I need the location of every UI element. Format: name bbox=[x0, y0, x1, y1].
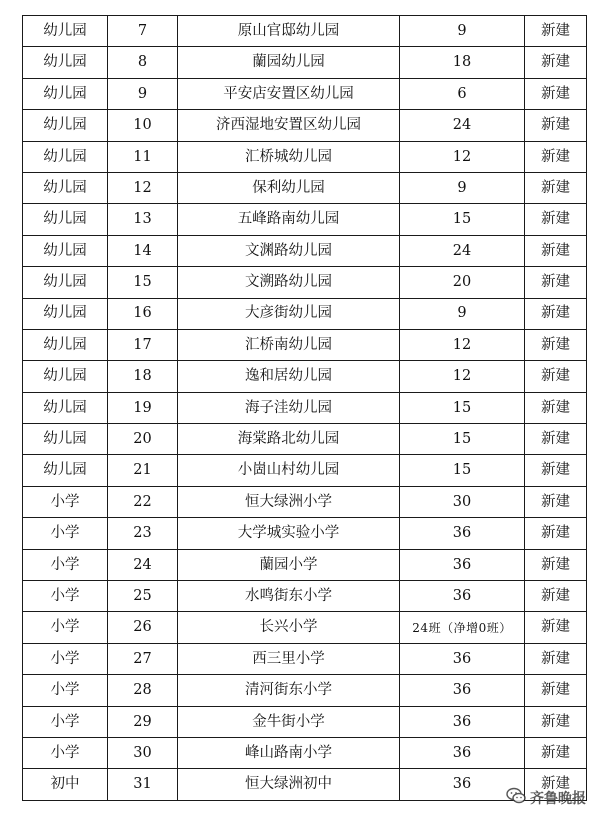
cell-number: 23 bbox=[108, 518, 178, 549]
cell-class-count: 36 bbox=[400, 549, 525, 580]
cell-class-count: 6 bbox=[400, 78, 525, 109]
watermark bbox=[506, 787, 586, 809]
table-row bbox=[23, 172, 587, 203]
cell-school-name: 海子洼幼儿园 bbox=[178, 392, 400, 423]
cell-number: 10 bbox=[108, 110, 178, 141]
cell-school-name: 蘭园小学 bbox=[178, 549, 400, 580]
cell-school-type: 小学 bbox=[23, 486, 108, 517]
cell-school-name: 汇桥城幼儿园 bbox=[178, 141, 400, 172]
cell-school-type: 幼儿园 bbox=[23, 329, 108, 360]
cell-status: 新建 bbox=[525, 298, 587, 329]
cell-number: 8 bbox=[108, 47, 178, 78]
cell-class-count: 36 bbox=[400, 518, 525, 549]
cell-school-type: 幼儿园 bbox=[23, 204, 108, 235]
cell-status: 新建 bbox=[525, 267, 587, 298]
wechat-icon bbox=[506, 787, 526, 809]
cell-school-type: 小学 bbox=[23, 706, 108, 737]
cell-status: 新建 bbox=[525, 706, 587, 737]
cell-status: 新建 bbox=[525, 141, 587, 172]
cell-school-name: 原山官邸幼儿园 bbox=[178, 16, 400, 47]
cell-school-type: 小学 bbox=[23, 643, 108, 674]
cell-school-name: 逸和居幼儿园 bbox=[178, 361, 400, 392]
cell-school-type: 幼儿园 bbox=[23, 424, 108, 455]
cell-school-type: 幼儿园 bbox=[23, 141, 108, 172]
cell-number: 7 bbox=[108, 16, 178, 47]
cell-class-count: 12 bbox=[400, 329, 525, 360]
cell-status: 新建 bbox=[525, 361, 587, 392]
cell-school-type: 幼儿园 bbox=[23, 267, 108, 298]
cell-school-type: 幼儿园 bbox=[23, 16, 108, 47]
cell-school-type: 幼儿园 bbox=[23, 392, 108, 423]
cell-school-name: 清河街东小学 bbox=[178, 675, 400, 706]
cell-class-count: 36 bbox=[400, 737, 525, 768]
table-row bbox=[23, 141, 587, 172]
table-row bbox=[23, 675, 587, 706]
school-construction-table bbox=[22, 15, 587, 801]
cell-school-name: 文渊路幼儿园 bbox=[178, 235, 400, 266]
cell-school-type: 幼儿园 bbox=[23, 235, 108, 266]
table-row bbox=[23, 769, 587, 800]
cell-status: 新建 bbox=[525, 455, 587, 486]
cell-status: 新建 bbox=[525, 518, 587, 549]
table-row bbox=[23, 518, 587, 549]
cell-number: 19 bbox=[108, 392, 178, 423]
cell-school-type: 幼儿园 bbox=[23, 47, 108, 78]
cell-status: 新建 bbox=[525, 737, 587, 768]
cell-school-name: 小崮山村幼儿园 bbox=[178, 455, 400, 486]
cell-class-count: 9 bbox=[400, 16, 525, 47]
cell-school-name: 海棠路北幼儿园 bbox=[178, 424, 400, 455]
table-row bbox=[23, 424, 587, 455]
table-row bbox=[23, 392, 587, 423]
cell-number: 26 bbox=[108, 612, 178, 643]
cell-status: 新建 bbox=[525, 612, 587, 643]
table-row bbox=[23, 643, 587, 674]
cell-status: 新建 bbox=[525, 47, 587, 78]
cell-school-name: 西三里小学 bbox=[178, 643, 400, 674]
table-row bbox=[23, 298, 587, 329]
cell-class-count: 12 bbox=[400, 141, 525, 172]
cell-school-type: 初中 bbox=[23, 769, 108, 800]
cell-school-name: 文溯路幼儿园 bbox=[178, 267, 400, 298]
cell-school-type: 幼儿园 bbox=[23, 172, 108, 203]
cell-school-name: 保利幼儿园 bbox=[178, 172, 400, 203]
cell-class-count: 18 bbox=[400, 47, 525, 78]
cell-school-name: 长兴小学 bbox=[178, 612, 400, 643]
cell-school-name: 五峰路南幼儿园 bbox=[178, 204, 400, 235]
table-row bbox=[23, 581, 587, 612]
cell-number: 13 bbox=[108, 204, 178, 235]
cell-number: 27 bbox=[108, 643, 178, 674]
cell-number: 14 bbox=[108, 235, 178, 266]
cell-status: 新建 bbox=[525, 16, 587, 47]
cell-school-name: 平安店安置区幼儿园 bbox=[178, 78, 400, 109]
cell-class-count: 9 bbox=[400, 172, 525, 203]
cell-status: 新建 bbox=[525, 769, 587, 800]
table-body bbox=[23, 16, 587, 801]
cell-school-type: 幼儿园 bbox=[23, 78, 108, 109]
cell-number: 18 bbox=[108, 361, 178, 392]
cell-class-count: 15 bbox=[400, 204, 525, 235]
table-row bbox=[23, 486, 587, 517]
table-row bbox=[23, 737, 587, 768]
cell-school-type: 幼儿园 bbox=[23, 361, 108, 392]
table-row bbox=[23, 78, 587, 109]
cell-number: 30 bbox=[108, 737, 178, 768]
cell-school-name: 恒大绿洲初中 bbox=[178, 769, 400, 800]
cell-class-count: 30 bbox=[400, 486, 525, 517]
cell-status: 新建 bbox=[525, 78, 587, 109]
cell-class-count: 36 bbox=[400, 706, 525, 737]
cell-class-count: 9 bbox=[400, 298, 525, 329]
cell-school-name: 恒大绿洲小学 bbox=[178, 486, 400, 517]
cell-status: 新建 bbox=[525, 172, 587, 203]
school-construction-table-container bbox=[22, 15, 586, 801]
cell-school-type: 小学 bbox=[23, 612, 108, 643]
cell-class-count: 15 bbox=[400, 392, 525, 423]
cell-school-type: 幼儿园 bbox=[23, 455, 108, 486]
cell-class-count: 24 bbox=[400, 235, 525, 266]
cell-school-name: 大彦街幼儿园 bbox=[178, 298, 400, 329]
cell-school-name: 大学城实验小学 bbox=[178, 518, 400, 549]
cell-number: 21 bbox=[108, 455, 178, 486]
cell-number: 28 bbox=[108, 675, 178, 706]
table-row bbox=[23, 455, 587, 486]
cell-school-type: 幼儿园 bbox=[23, 298, 108, 329]
cell-school-type: 小学 bbox=[23, 518, 108, 549]
cell-class-count: 12 bbox=[400, 361, 525, 392]
cell-number: 25 bbox=[108, 581, 178, 612]
table-row bbox=[23, 110, 587, 141]
cell-class-count: 15 bbox=[400, 424, 525, 455]
cell-school-type: 小学 bbox=[23, 737, 108, 768]
cell-school-type: 幼儿园 bbox=[23, 110, 108, 141]
table-row bbox=[23, 706, 587, 737]
table-row bbox=[23, 329, 587, 360]
cell-status: 新建 bbox=[525, 424, 587, 455]
cell-status: 新建 bbox=[525, 204, 587, 235]
cell-status: 新建 bbox=[525, 235, 587, 266]
cell-number: 15 bbox=[108, 267, 178, 298]
cell-number: 9 bbox=[108, 78, 178, 109]
cell-number: 11 bbox=[108, 141, 178, 172]
cell-status: 新建 bbox=[525, 486, 587, 517]
cell-class-count: 36 bbox=[400, 581, 525, 612]
table-row bbox=[23, 549, 587, 580]
table-row bbox=[23, 361, 587, 392]
cell-class-count: 36 bbox=[400, 769, 525, 800]
cell-status: 新建 bbox=[525, 675, 587, 706]
cell-class-count: 20 bbox=[400, 267, 525, 298]
cell-school-name: 峰山路南小学 bbox=[178, 737, 400, 768]
cell-status: 新建 bbox=[525, 643, 587, 674]
cell-status: 新建 bbox=[525, 581, 587, 612]
cell-school-name: 水鸣街东小学 bbox=[178, 581, 400, 612]
cell-number: 24 bbox=[108, 549, 178, 580]
cell-status: 新建 bbox=[525, 392, 587, 423]
cell-school-name: 金牛街小学 bbox=[178, 706, 400, 737]
table-row bbox=[23, 612, 587, 643]
cell-school-name: 蘭园幼儿园 bbox=[178, 47, 400, 78]
table-row bbox=[23, 267, 587, 298]
watermark-text: 齐鲁晚报 bbox=[530, 791, 586, 807]
cell-class-count: 15 bbox=[400, 455, 525, 486]
cell-number: 17 bbox=[108, 329, 178, 360]
cell-school-name: 汇桥南幼儿园 bbox=[178, 329, 400, 360]
cell-class-count: 24 bbox=[400, 110, 525, 141]
cell-class-count: 36 bbox=[400, 675, 525, 706]
table-row bbox=[23, 47, 587, 78]
cell-number: 12 bbox=[108, 172, 178, 203]
cell-school-type: 小学 bbox=[23, 675, 108, 706]
cell-class-count: 24班（净增0班） bbox=[400, 612, 525, 643]
cell-number: 29 bbox=[108, 706, 178, 737]
cell-status: 新建 bbox=[525, 549, 587, 580]
cell-class-count: 36 bbox=[400, 643, 525, 674]
cell-school-type: 小学 bbox=[23, 549, 108, 580]
cell-school-name: 济西湿地安置区幼儿园 bbox=[178, 110, 400, 141]
cell-number: 22 bbox=[108, 486, 178, 517]
cell-number: 16 bbox=[108, 298, 178, 329]
cell-number: 31 bbox=[108, 769, 178, 800]
table-row bbox=[23, 16, 587, 47]
cell-number: 20 bbox=[108, 424, 178, 455]
cell-status: 新建 bbox=[525, 329, 587, 360]
table-row bbox=[23, 204, 587, 235]
cell-status: 新建 bbox=[525, 110, 587, 141]
cell-school-type: 小学 bbox=[23, 581, 108, 612]
table-row bbox=[23, 235, 587, 266]
